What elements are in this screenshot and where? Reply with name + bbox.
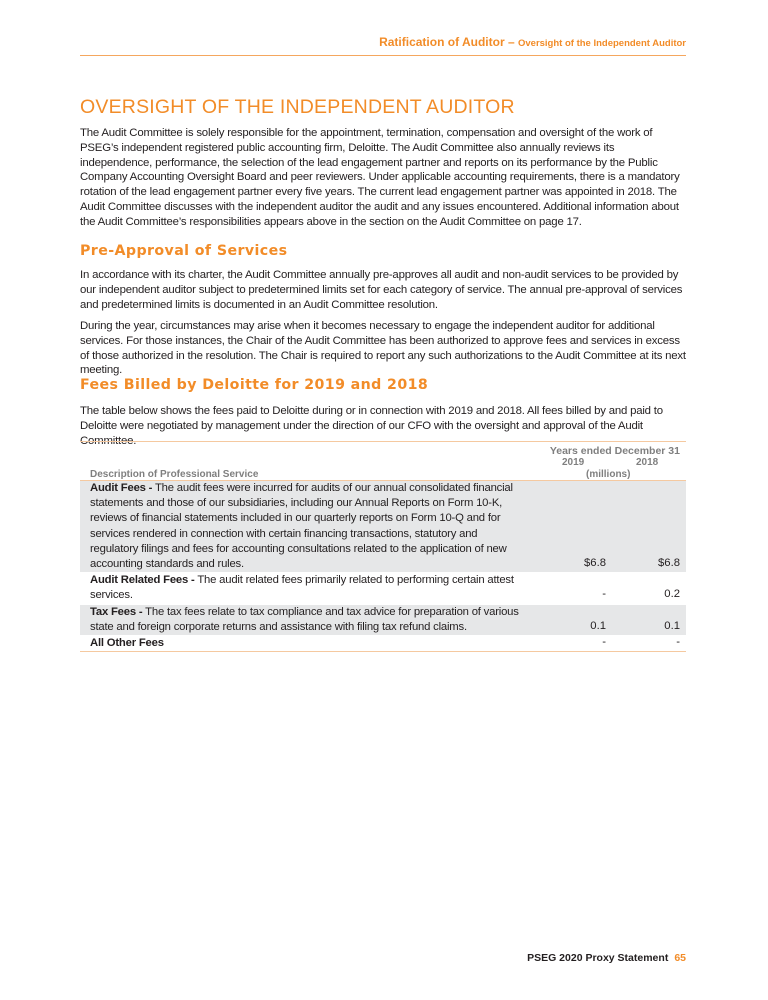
row-description <box>80 573 520 603</box>
value-2018: 0.1 <box>664 619 680 632</box>
row-description <box>80 636 520 651</box>
preapproval-paragraph-1: In accordance with its charter, the Audit Committee annually pre-approves all audit and non-audit services to be provided by our independent auditor subject to predetermined limits set for each category of service. The annual pre-approval of services and predetermined limits is documented in an Audit Committee resolution. <box>80 269 683 311</box>
value-2019: 0.1 <box>590 619 606 632</box>
row-text: The audit fees were incurred for audits of our annual consolidated financial statements and those of our subsidiaries, including our Annual Reports on Form 10-K, reviews of financial statements included in our quarterly reports on Form 10-Q and for services rendered in connection with certain financing transactions, statutory and regulatory filings and fees for accounting consultations related to the application of new accounting standards and rules. <box>90 482 513 571</box>
column-header-unit: (millions) <box>586 469 631 480</box>
value-2018: 0.2 <box>664 588 680 601</box>
row-description <box>80 605 520 635</box>
value-2018: $6.8 <box>658 557 680 570</box>
fees-table <box>80 441 686 652</box>
table-row-audit-fees <box>80 481 686 573</box>
table-row-all-other-fees <box>80 636 686 652</box>
page-number: 65 <box>674 952 686 964</box>
row-description <box>80 481 520 572</box>
header-subtitle: Oversight of the Independent Auditor <box>517 38 686 49</box>
column-header-years: Years ended December 31 <box>549 445 680 457</box>
fees-paragraph: The table below shows the fees paid to Deloitte during or in connection with 2019 and 2018. All fees billed by and paid to Deloitte were negotiated by management under the direction of our CFO with the oversight and approval of the Audit Committee. <box>80 405 663 447</box>
column-header-description: Description of Professional Service <box>90 469 259 480</box>
preapproval-paragraph-2: During the year, circumstances may arise when it becomes necessary to engage the independent auditor for additional services. For those instances, the Chair of the Audit Committee has been authorized to approve fees and services in excess of those authorized in the resolution. The Chair is required to report any such authorizations to the Audit Committee at its next meeting. <box>80 320 686 377</box>
footer-document-title: PSEG 2020 Proxy Statement <box>527 952 669 964</box>
page-footer <box>527 952 686 964</box>
row-label: All Other Fees <box>90 637 164 650</box>
intro-paragraph: The Audit Committee is solely responsible for the appointment, termination, compensation and oversight of the work of PSEG’s independent registered public accounting firm, Deloitte. The Audit Committee also annually reviews its independence, performance, the selection of the lead engagement partner and reports on its performance by the Public Company Accounting Oversight Board and peer reviewers. Under applicable accounting requirements, there is a mandatory rotation of the lead engagement partner every five years. The current lead engagement partner was appointed in 2018. The Audit Committee discusses with the independent auditor the audit and any issues encountered. Additional information about the Audit Committee’s responsibilities appears above in the section on the Audit Committee on page 17. <box>80 127 680 228</box>
row-text: The audit related fees primarily related to performing certain attest services. <box>90 574 514 602</box>
value-2018: - <box>676 636 680 649</box>
table-row-audit-related-fees <box>80 573 686 604</box>
running-header <box>80 35 686 56</box>
row-label: Tax Fees - <box>90 605 143 618</box>
page-title: OVERSIGHT OF THE INDEPENDENT AUDITOR <box>80 96 515 118</box>
table-header <box>80 442 686 481</box>
preapproval-heading: Pre-Approval of Services <box>80 243 288 259</box>
row-label: Audit Related Fees - <box>90 574 195 587</box>
row-text: The tax fees relate to tax compliance and tax advice for preparation of various state and foreign corporate returns and assistance with filing tax refund claims. <box>90 605 519 633</box>
header-title: Ratification of Auditor – <box>379 35 515 49</box>
fees-heading: Fees Billed by Deloitte for 2019 and 2018 <box>80 377 429 393</box>
row-label: Audit Fees - <box>90 482 153 494</box>
value-2019: - <box>602 588 606 601</box>
table-row-tax-fees <box>80 605 686 636</box>
column-header-2018: 2018 <box>636 457 659 468</box>
value-2019: - <box>602 636 606 649</box>
column-header-2019: 2019 <box>562 457 585 468</box>
value-2019: $6.8 <box>584 557 606 570</box>
